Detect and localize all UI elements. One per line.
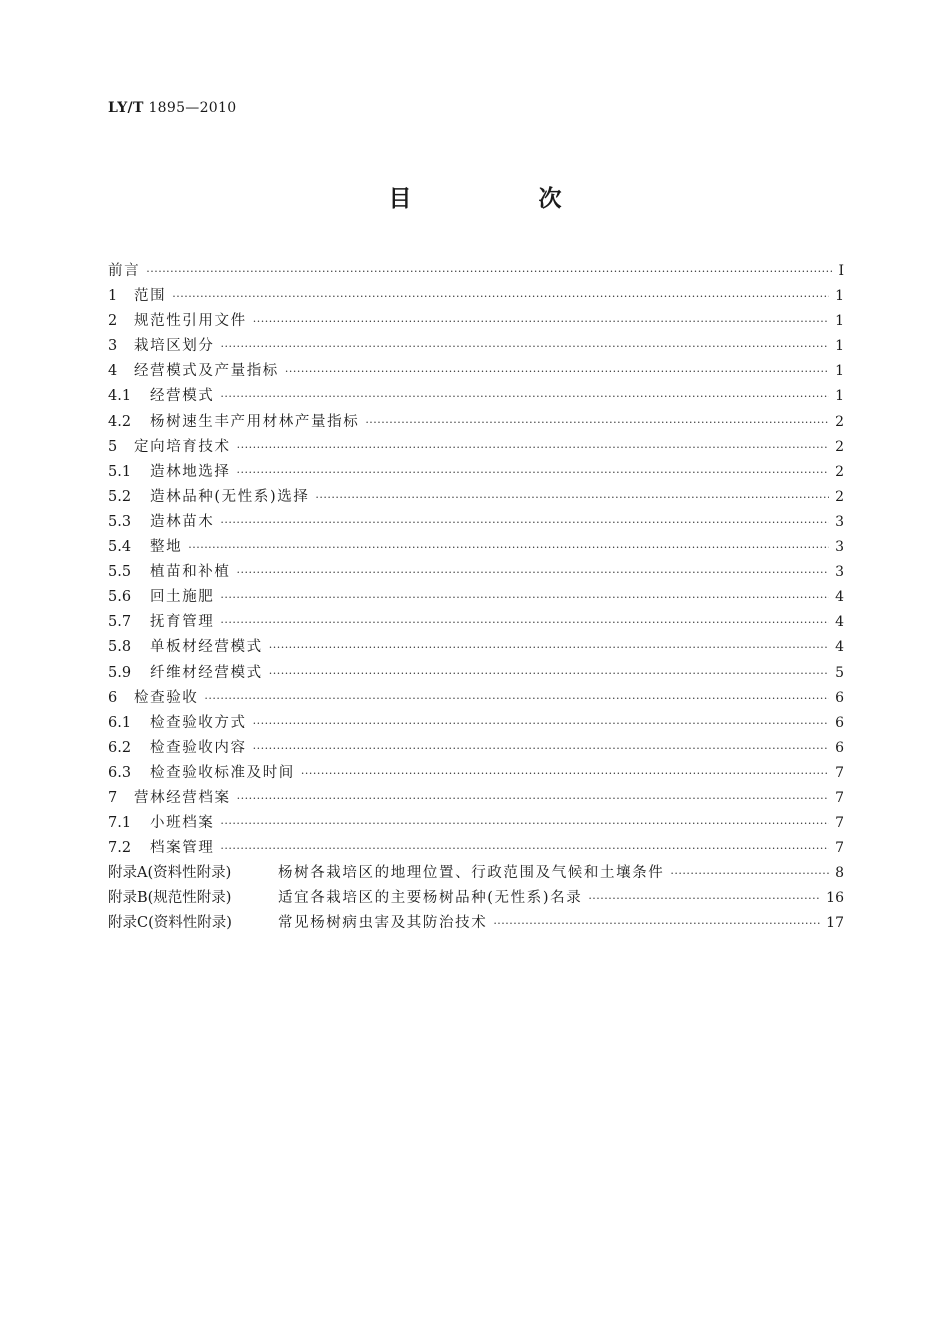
toc-entry[interactable]: [108, 610, 844, 635]
toc-leader-dots: [146, 263, 832, 279]
toc-entry-page: 6: [835, 714, 844, 731]
toc-entry-page: 4: [835, 589, 844, 606]
toc-entry-page: 1: [835, 288, 844, 305]
toc-entry-label: 适宜各栽培区的主要杨树品种(无性系)名录: [278, 890, 583, 907]
toc-entry-page: 3: [835, 513, 844, 530]
toc-entry[interactable]: [108, 585, 844, 610]
toc-entry-number: 4.1: [108, 388, 132, 405]
toc-entry[interactable]: [108, 661, 844, 686]
toc-entry-label: 经营模式及产量指标: [134, 363, 279, 380]
toc-entry-page: 2: [835, 413, 844, 430]
toc-entry-page: 2: [835, 438, 844, 455]
toc-entry[interactable]: [108, 711, 844, 736]
toc-entry-number: 附录C(资料性附录): [108, 915, 232, 932]
toc-leader-dots: [365, 414, 829, 430]
toc-entry-page: 8: [835, 865, 844, 882]
toc-entry-page: 4: [835, 614, 844, 631]
toc-entry-label: 常见杨树病虫害及其防治技术: [278, 915, 488, 932]
toc-leader-dots: [237, 564, 830, 580]
toc-entry-label: 杨树速生丰产用材林产量指标: [150, 413, 360, 430]
toc-entry[interactable]: [108, 384, 844, 409]
toc-leader-dots: [220, 388, 829, 404]
toc-entry[interactable]: [108, 811, 844, 836]
toc-leader-dots: [253, 313, 829, 329]
toc-entry-page: 1: [835, 388, 844, 405]
toc-leader-dots: [220, 815, 829, 831]
page-title: 目 次: [388, 186, 614, 212]
toc-entry-number: 4.2: [108, 413, 132, 430]
toc-entry-number: 6.2: [108, 739, 132, 756]
toc-entry-number: 5.1: [108, 463, 132, 480]
toc-leader-dots: [253, 715, 829, 731]
toc-leader-dots: [670, 865, 829, 881]
toc-entry-page: Ⅰ: [838, 263, 844, 279]
toc-leader-dots: [220, 614, 829, 630]
toc-leader-dots: [301, 765, 829, 781]
toc-entry-label: 经营模式: [150, 388, 215, 405]
toc-entry[interactable]: [108, 259, 844, 284]
toc-entry-page: 6: [835, 689, 844, 706]
toc-leader-dots: [172, 288, 829, 304]
toc-entry-label: 小班档案: [150, 815, 215, 832]
toc-entry-page: 7: [835, 840, 844, 857]
toc-leader-dots: [220, 589, 829, 605]
toc-leader-dots: [237, 790, 829, 806]
toc-entry-label: 营林经营档案: [134, 789, 231, 806]
toc-entry-page: 7: [835, 764, 844, 781]
toc-leader-dots: [285, 363, 829, 379]
toc-leader-dots: [269, 665, 829, 681]
toc-entry-number: 2: [108, 313, 118, 330]
toc-entry[interactable]: [108, 786, 844, 811]
toc-entry-page: 3: [835, 564, 844, 581]
toc-entry-number: 5.2: [108, 488, 132, 505]
toc-leader-dots: [204, 690, 829, 706]
toc-entry[interactable]: [108, 886, 844, 911]
toc-entry-label: 范围: [134, 288, 167, 305]
toc-entry[interactable]: [108, 635, 844, 660]
toc-entry-page: 2: [835, 488, 844, 505]
toc-entry-page: 7: [835, 815, 844, 832]
toc-entry-label: 检查验收方式: [150, 714, 247, 731]
toc-entry[interactable]: [108, 736, 844, 761]
toc-leader-dots: [220, 514, 829, 530]
toc-entry[interactable]: [108, 861, 844, 886]
toc-entry[interactable]: [108, 485, 844, 510]
toc-entry-label: 造林品种(无性系)选择: [150, 488, 310, 505]
toc-entry-number: 附录B(规范性附录): [108, 890, 232, 907]
toc-leader-dots: [253, 740, 829, 756]
toc-entry[interactable]: [108, 284, 844, 309]
toc-entry-label: 检查验收: [134, 689, 199, 706]
toc-entry[interactable]: [108, 410, 844, 435]
toc-entry-number: 7: [108, 789, 118, 806]
toc-leader-dots: [237, 439, 829, 455]
toc-entry[interactable]: [108, 334, 844, 359]
toc-entry-label: 规范性引用文件: [134, 313, 247, 330]
toc-entry[interactable]: [108, 309, 844, 334]
toc-entry-number: 4: [108, 363, 118, 380]
toc-entry-page: 1: [835, 338, 844, 355]
toc-entry-label: 单板材经营模式: [150, 639, 263, 656]
toc-entry-page: 6: [835, 739, 844, 756]
toc-entry-page: 4: [835, 639, 844, 656]
toc-entry[interactable]: [108, 435, 844, 460]
toc-leader-dots: [237, 464, 830, 480]
toc-entry[interactable]: [108, 911, 844, 936]
toc-entry-page: 16: [826, 890, 844, 907]
toc-leader-dots: [315, 489, 829, 505]
toc-entry-label: 前言: [108, 263, 141, 279]
toc-entry[interactable]: [108, 535, 844, 560]
toc-entry-label: 造林苗木: [150, 513, 215, 530]
toc-entry-page: 2: [835, 463, 844, 480]
standard-prefix: LY/T: [108, 100, 144, 116]
toc-entry-number: 5.5: [108, 564, 132, 581]
toc-leader-dots: [588, 890, 820, 906]
toc-entry-label: 回土施肥: [150, 589, 215, 606]
toc-entry-number: 1: [108, 288, 118, 305]
toc-entry[interactable]: [108, 761, 844, 786]
toc-entry[interactable]: [108, 510, 844, 535]
toc-entry-number: 6.1: [108, 714, 132, 731]
toc-entry-label: 杨树各栽培区的地理位置、行政范围及气候和土壤条件: [278, 865, 665, 882]
toc-entry-page: 17: [826, 915, 844, 932]
toc-leader-dots: [188, 539, 829, 555]
toc-entry-number: 5: [108, 438, 118, 455]
toc-entry[interactable]: [108, 836, 844, 861]
toc-entry-number: 7.1: [108, 815, 132, 832]
toc-entry-number: 5.8: [108, 639, 132, 656]
toc-entry-page: 5: [835, 664, 844, 681]
toc-entry-number: 5.7: [108, 614, 132, 631]
toc-leader-dots: [269, 639, 829, 655]
toc-leader-dots: [493, 915, 820, 931]
toc-entry-page: 3: [835, 539, 844, 556]
standard-number: 1895—2010: [148, 100, 237, 116]
toc-entry-number: 5.9: [108, 664, 132, 681]
toc-entry-number: 6.3: [108, 764, 132, 781]
toc-entry-label: 抚育管理: [150, 614, 215, 631]
toc-leader-dots: [220, 840, 829, 856]
table-of-contents: [108, 259, 844, 937]
toc-entry-page: 7: [835, 789, 844, 806]
toc-entry-number: 6: [108, 689, 118, 706]
toc-entry-number: 5.4: [108, 539, 132, 556]
toc-entry[interactable]: [108, 560, 844, 585]
toc-entry-label: 档案管理: [150, 840, 215, 857]
toc-entry-label: 栽培区划分: [134, 338, 215, 355]
toc-entry-number: 5.3: [108, 513, 132, 530]
toc-entry-number: 3: [108, 338, 118, 355]
toc-entry-page: 1: [835, 313, 844, 330]
toc-entry[interactable]: [108, 686, 844, 711]
toc-entry-label: 检查验收标准及时间: [150, 764, 295, 781]
toc-entry-number: 7.2: [108, 840, 132, 857]
toc-entry-label: 造林地选择: [150, 463, 231, 480]
toc-entry-number: 附录A(资料性附录): [108, 865, 232, 882]
toc-entry-label: 整地: [150, 539, 183, 556]
toc-entry-label: 定向培育技术: [134, 438, 231, 455]
toc-entry[interactable]: [108, 359, 844, 384]
toc-entry-page: 1: [835, 363, 844, 380]
toc-entry-label: 纤维材经营模式: [150, 664, 263, 681]
toc-entry-label: 植苗和补植: [150, 564, 231, 581]
toc-leader-dots: [221, 338, 830, 354]
toc-entry[interactable]: [108, 460, 844, 485]
standard-code: [108, 100, 236, 116]
toc-entry-number: 5.6: [108, 589, 132, 606]
toc-entry-label: 检查验收内容: [150, 739, 247, 756]
